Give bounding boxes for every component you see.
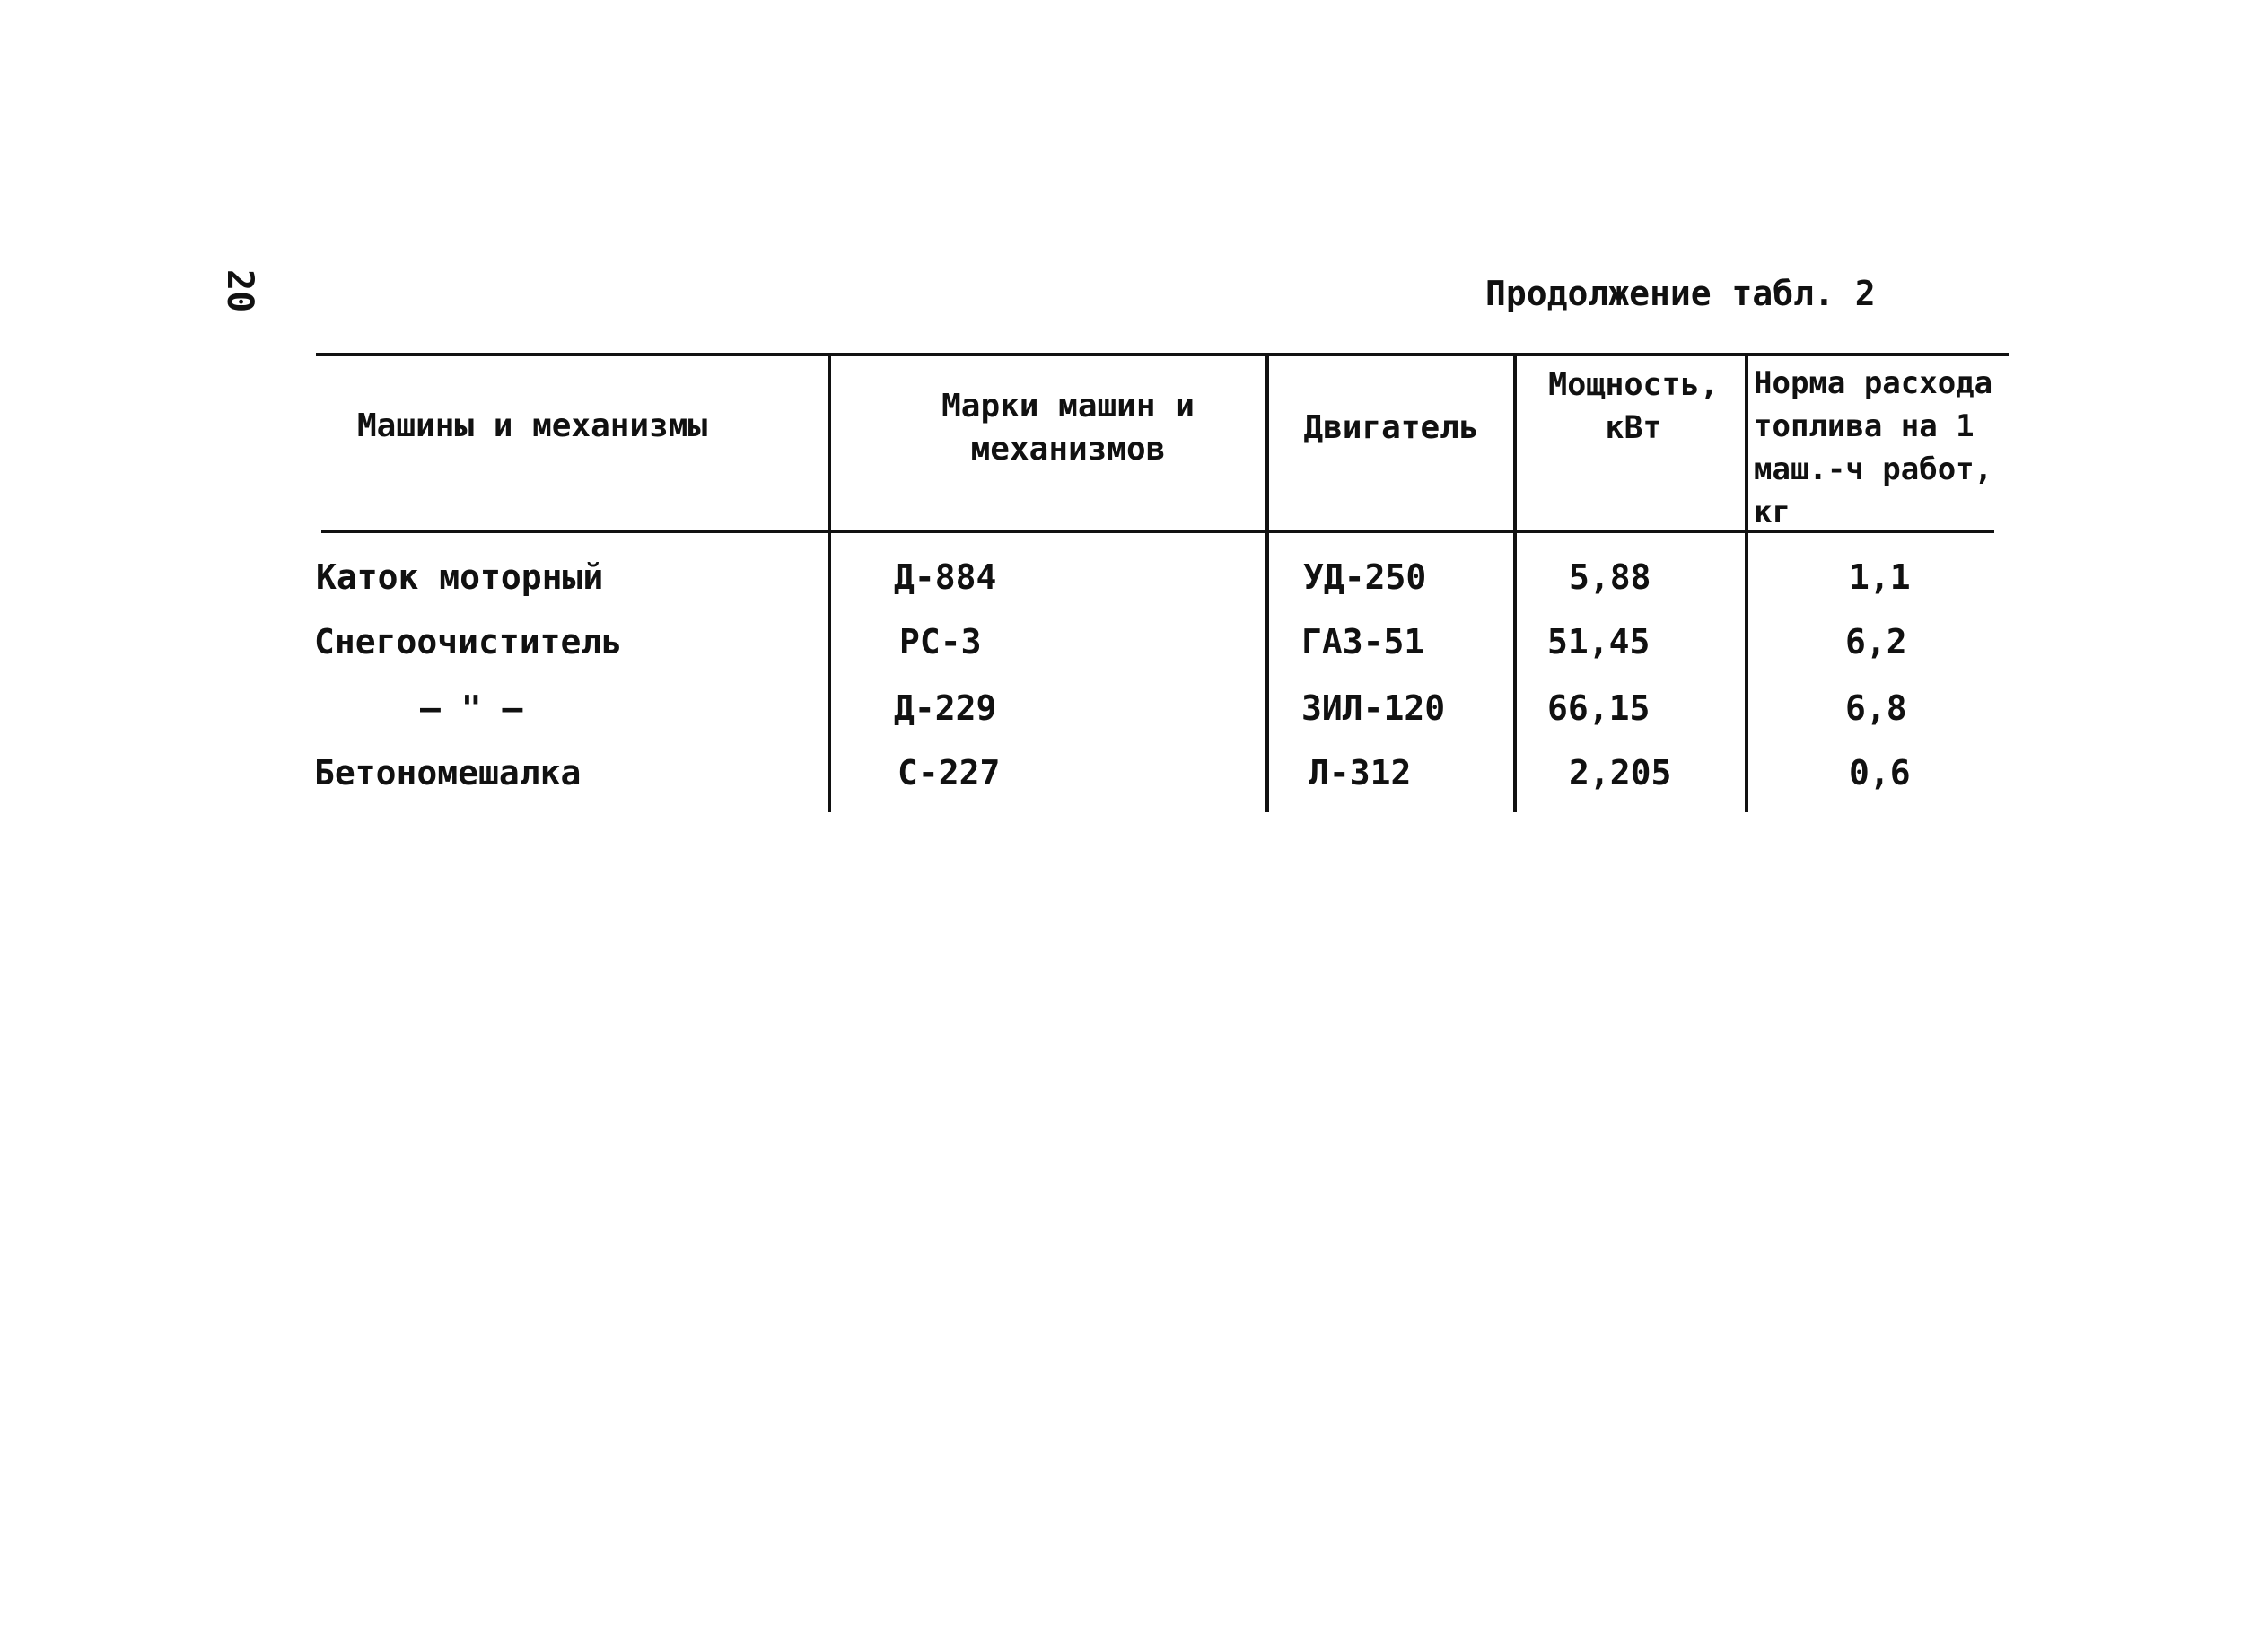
table-caption: Продолжение табл. 2 (1485, 274, 1876, 313)
table-row-2-machine: Снегоочиститель (314, 622, 623, 661)
col-divider-4 (1745, 353, 1748, 812)
header-brands: Марки машин и механизмов (941, 388, 1195, 468)
col-divider-3 (1513, 353, 1517, 812)
col-divider-2 (1265, 353, 1269, 812)
table-row-4-power: 2,205 (1569, 753, 1672, 793)
table-row-3-power: 66,15 (1547, 688, 1651, 728)
table-top-rule (316, 353, 2009, 356)
table-row-3-brand: Д-229 (894, 688, 997, 728)
table-row-4-machine: Бетономешалка (314, 753, 582, 793)
table-row-4-fuel: 0,6 (1849, 753, 1911, 793)
table-row-3-machine: – " – (420, 688, 523, 728)
table-row-1-engine: УД-250 (1303, 557, 1427, 597)
header-fuel-norm: Норма расхода топлива на 1 маш.-ч работ, кг (1754, 365, 1993, 530)
header-machines: Машины и механизмы (357, 407, 708, 444)
table-row-1-brand: Д-884 (894, 557, 997, 597)
header-bottom-rule (321, 530, 1994, 533)
table-row-4-brand: С-227 (898, 753, 1001, 793)
table-row-3-engine: ЗИЛ-120 (1301, 688, 1446, 728)
header-engine: Двигатель (1303, 409, 1479, 446)
table-row-4-engine: Л-312 (1309, 753, 1412, 793)
data-table (314, 353, 2019, 819)
table-row-2-fuel: 6,2 (1845, 622, 1907, 661)
table-row-1-power: 5,88 (1569, 557, 1651, 597)
header-power: Мощность, кВт (1548, 367, 1719, 446)
table-row-2-brand: РС-3 (899, 622, 982, 661)
table-row-2-power: 51,45 (1547, 622, 1651, 661)
table-row-1-machine: Каток моторный (316, 557, 604, 597)
page-number: 20 (219, 269, 260, 313)
table-row-1-fuel: 1,1 (1849, 557, 1911, 597)
col-divider-1 (828, 353, 831, 812)
table-row-3-fuel: 6,8 (1845, 688, 1907, 728)
table-row-2-engine: ГАЗ-51 (1301, 622, 1425, 661)
